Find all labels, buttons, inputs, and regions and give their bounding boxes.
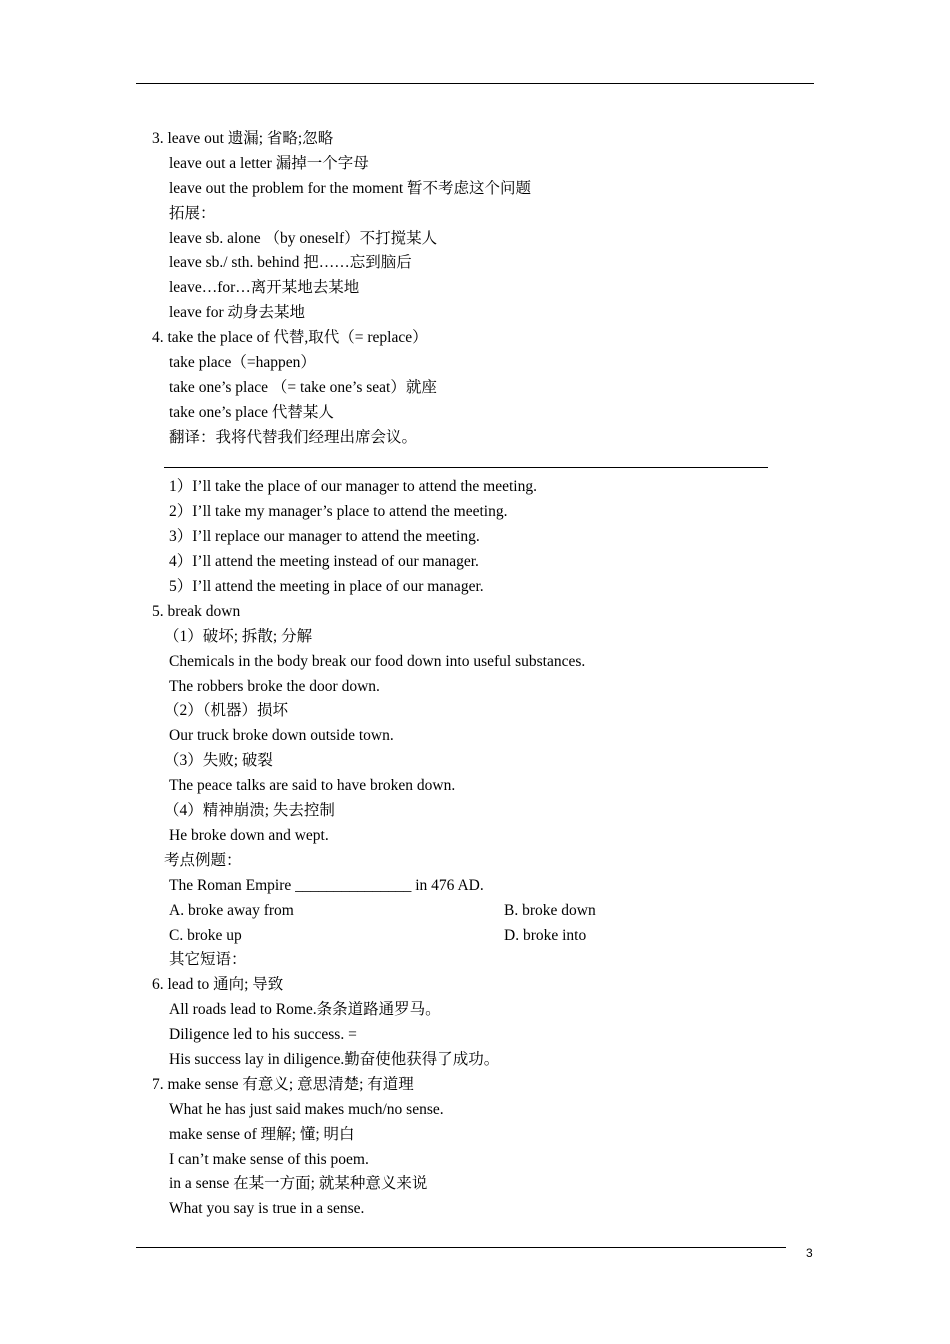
answer-blank-line	[0, 451, 950, 476]
sense-label: （2）（机器）损坏	[164, 702, 289, 720]
item-heading: 7. make sense 有意义; 意思清楚; 有道理	[152, 1075, 414, 1093]
other-phrases-label: 其它短语：	[169, 951, 247, 969]
example-line: His success lay in diligence.勤奋使他获得了成功。	[169, 1050, 500, 1068]
example-line: I can’t make sense of this poem.	[169, 1150, 369, 1168]
text-line: in a sense 在某一方面; 就某种意义来说	[169, 1175, 428, 1193]
exam-label: 考点例题：	[164, 851, 242, 869]
example-line: He broke down and wept.	[169, 826, 329, 844]
sense-label: （1）破坏; 拆散; 分解	[164, 627, 313, 645]
example-line: Diligence led to his success. =	[169, 1026, 357, 1044]
item-heading: 6. lead to 通向; 导致	[152, 976, 284, 994]
example-line: The robbers broke the door down.	[169, 677, 380, 695]
text-line: leave…for…离开某地去某地	[169, 279, 360, 297]
option-row	[0, 924, 950, 949]
item-heading: 3. leave out 遗漏; 省略;忽略	[152, 130, 334, 147]
answer-line: 2）I’ll take my manager’s place to attend the meeting.	[169, 503, 508, 521]
example-line: All roads lead to Rome.条条道路通罗马。	[169, 1001, 441, 1019]
text-line: 拓展：	[169, 204, 216, 222]
text-line: 翻译：我将代替我们经理出席会议。	[169, 428, 418, 446]
text-line: leave for 动身去某地	[169, 304, 306, 322]
text-line: leave out a letter 漏掉一个字母	[169, 154, 369, 172]
example-line: What he has just said makes much/no sense.	[169, 1100, 444, 1118]
document-body	[0, 127, 950, 1222]
text-line: leave sb. alone （by oneself）不打搅某人	[169, 229, 438, 247]
sense-label: （3）失败; 破裂	[164, 752, 273, 770]
example-line: The peace talks are said to have broken down.	[169, 777, 456, 795]
text-line: take place（=happen）	[169, 354, 316, 372]
example-line: Our truck broke down outside town.	[169, 727, 394, 745]
option-b: B. broke down	[504, 901, 596, 919]
footer-rule	[136, 1247, 786, 1248]
text-line: leave out the problem for the moment 暂不考虑这个问题	[169, 179, 532, 197]
page-number: 3	[806, 1246, 813, 1260]
item-heading: 5. break down	[152, 602, 241, 620]
item-heading: 4. take the place of 代替,取代（= replace）	[152, 329, 428, 347]
answer-line: 3）I’ll replace our manager to attend the meeting.	[169, 528, 480, 546]
exam-question: The Roman Empire _______________ in 476 AD.	[169, 876, 484, 894]
option-row	[0, 899, 950, 924]
option-d: D. broke into	[504, 926, 587, 944]
answer-line: 4）I’ll attend the meeting instead of our manager.	[169, 553, 479, 571]
text-line: leave sb./ sth. behind 把……忘到脑后	[169, 254, 412, 272]
option-c: C. broke up	[169, 926, 242, 944]
answer-line: 5）I’ll attend the meeting in place of our manager.	[169, 578, 484, 596]
text-line: take one’s place （= take one’s seat）就座	[169, 378, 437, 396]
answer-line: 1）I’ll take the place of our manager to attend the meeting.	[169, 478, 537, 496]
example-line: What you say is true in a sense.	[169, 1200, 365, 1218]
text-line: make sense of 理解; 懂; 明白	[169, 1125, 355, 1143]
sense-label: （4）精神崩溃; 失去控制	[164, 802, 335, 820]
option-a: A. broke away from	[169, 901, 294, 919]
example-line: Chemicals in the body break our food down into useful substances.	[169, 652, 586, 670]
text-line: take one’s place 代替某人	[169, 403, 334, 421]
header-rule	[136, 83, 814, 84]
